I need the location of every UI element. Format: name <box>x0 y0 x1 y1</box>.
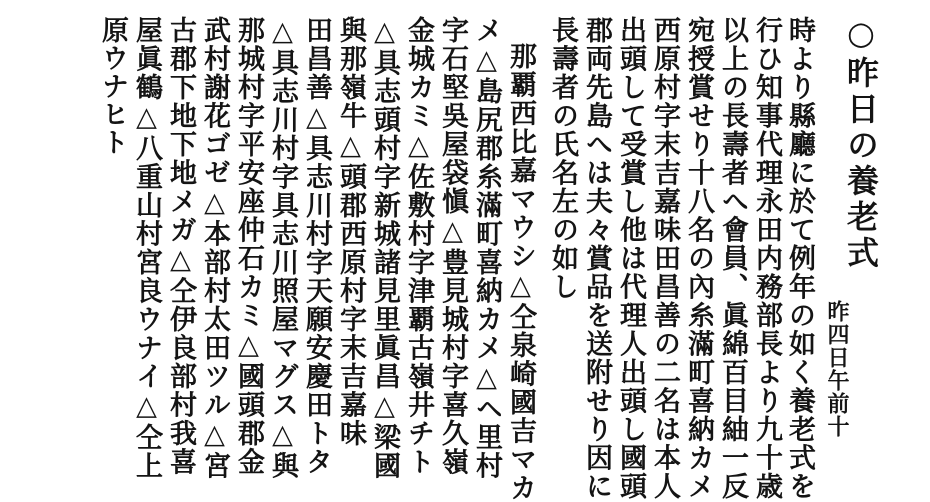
name-list-column-9: 那城村字平安座仲石カミ△國頭郡金 <box>233 16 264 476</box>
body-column-8: 長壽者の氏名左の如し <box>547 16 578 301</box>
name-list-column-3: 字石堅吳屋袋愼△豊見城村字喜久嶺 <box>437 16 468 476</box>
body-column-1: 時より縣廳に於て例年の如く養老式を <box>784 16 815 501</box>
body-column-4: 宛授賞せり十八名の內糸滿町喜納カメ <box>683 16 714 501</box>
name-list-column-7: 田昌善△具志川村字天願安慶田トタ <box>301 16 332 476</box>
dateline: 昨四日午前十 <box>824 300 850 438</box>
name-list-column-4: 金城カミ△佐敷村字津覇古嶺井チト <box>403 16 434 476</box>
name-list-column-13: 原ウナヒト <box>97 16 128 156</box>
name-list-column-12: 屋眞鶴△八重山村宮良ウナイ△仝上 <box>131 16 162 480</box>
body-column-5: 西原村字末吉嘉味田昌善の二名は本人 <box>649 16 680 501</box>
name-list-column-5: △具志頭村字新城諸見里眞昌△梁國 <box>369 16 400 480</box>
name-list-column-8: △具志川村字具志川照屋マグス△與 <box>267 16 298 480</box>
body-column-2: 行ひ知事代理永田内務部長より九十歳 <box>751 16 782 501</box>
body-column-7: 郡両先島へは夫々賞品を送附せり因に <box>581 16 612 501</box>
name-list-column-1: 那覇西比嘉マウシ△仝泉崎國吉マカ <box>505 42 536 502</box>
name-list-column-10: 武村謝花ゴゼ△本部村太田ツル△宮 <box>199 16 230 480</box>
name-list-column-6: 與那嶺牛△頭郡西原村字末吉嘉味 <box>335 16 366 448</box>
headline: ○昨日の養老式 <box>842 14 880 272</box>
name-list-column-11: 古郡下地下地メガ△仝伊良部村我喜 <box>165 16 196 476</box>
body-column-3: 以上の長壽者へ會員、眞綿百目紬一反 <box>717 16 748 501</box>
body-column-6: 出頭して受賞し他は代理人出頭し國頭 <box>615 16 646 501</box>
name-list-column-2: メ△島尻郡糸滿町喜納カメ△ヘ里村 <box>471 16 502 480</box>
